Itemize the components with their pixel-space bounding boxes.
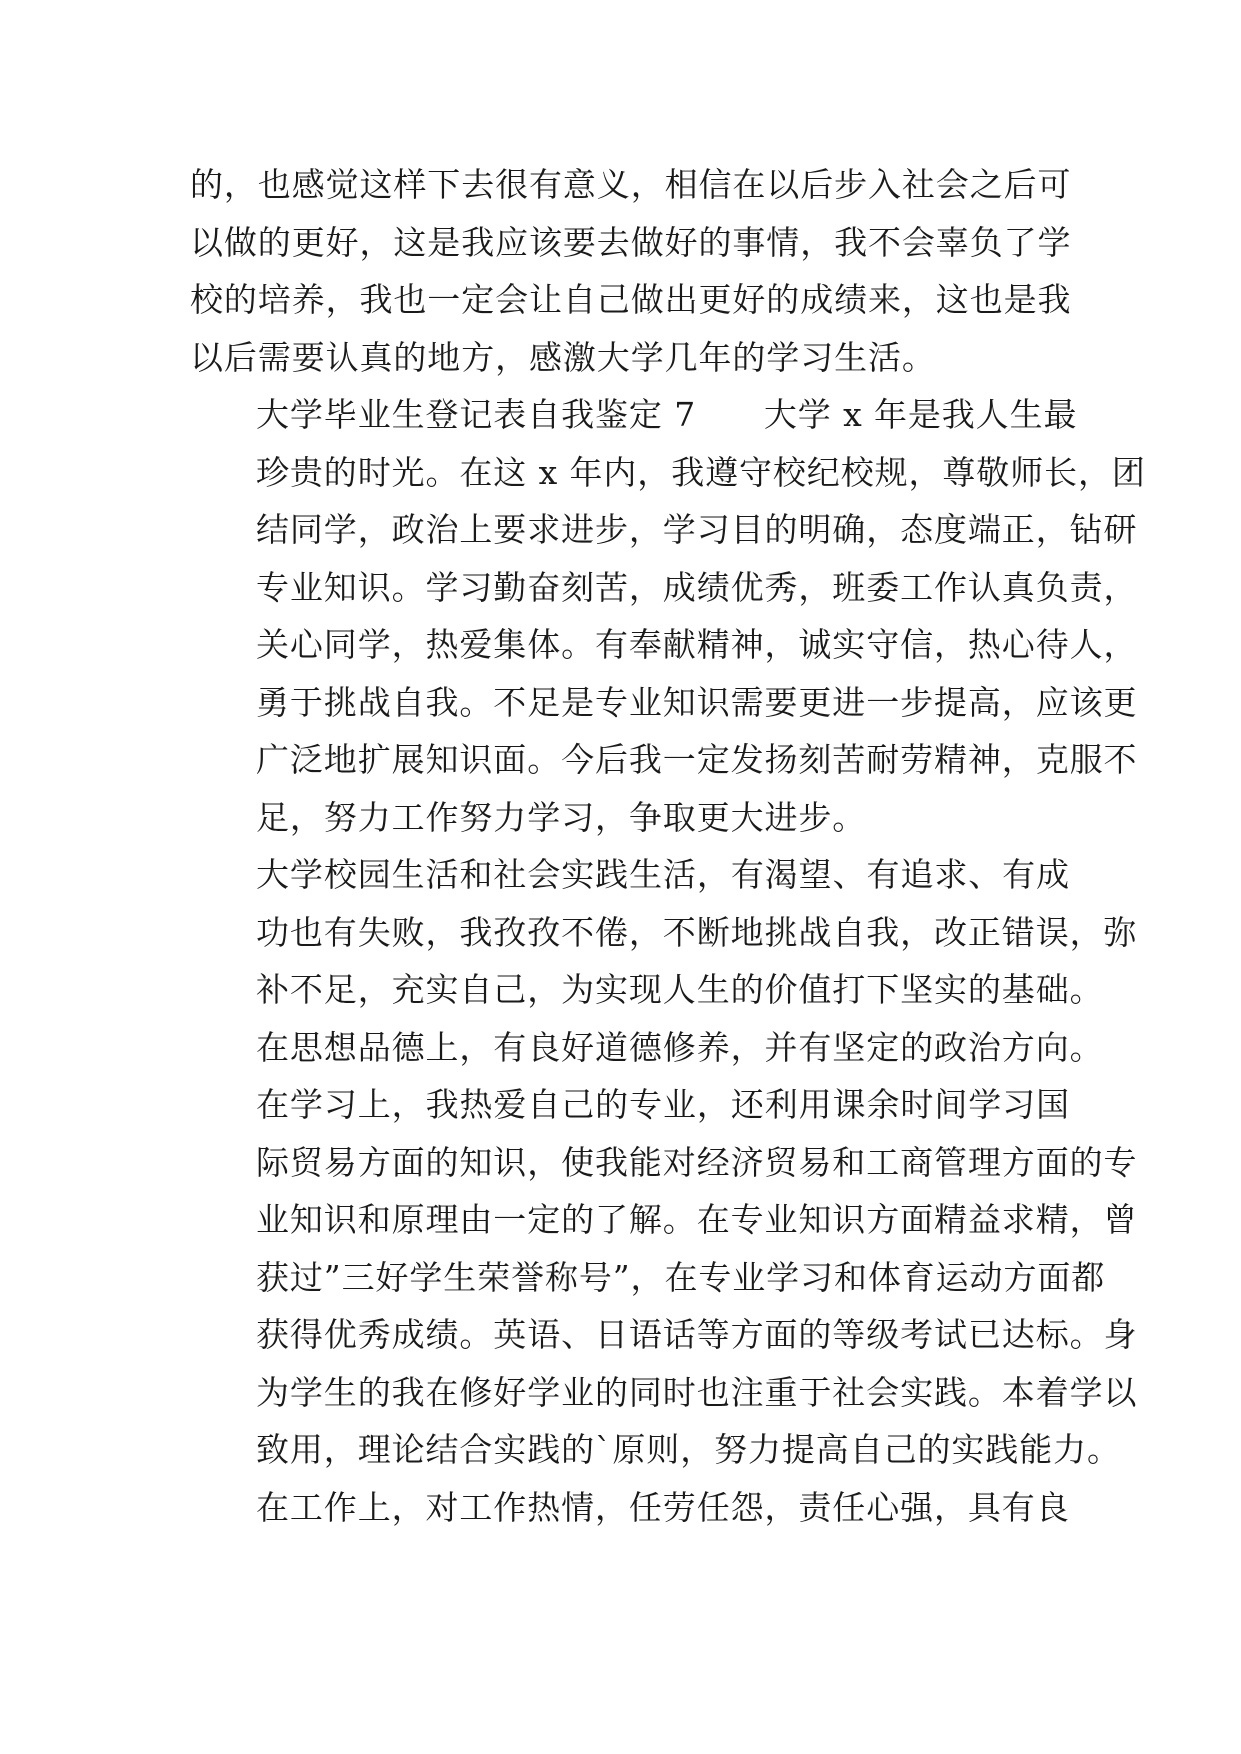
text-line: 珍贵的时光。在这 x 年内，我遵守校纪校规，尊敬师长，团 bbox=[256, 452, 1146, 492]
text-line: 校的培养，我也一定会让自己做出更好的成绩来，这也是我 bbox=[190, 280, 1072, 319]
document-body bbox=[190, 156, 1146, 1536]
text-line: 以后需要认真的地方，感激大学几年的学习生活。 bbox=[190, 337, 936, 377]
text-line: 结同学，政治上要求进步，学习目的明确，态度端正，钻研 bbox=[256, 510, 1138, 549]
paragraph bbox=[190, 1019, 1104, 1077]
text-line: 业知识和原理由一定的了解。在专业知识方面精益求精，曾 bbox=[256, 1200, 1138, 1239]
text-line: 在思想品德上，有良好道德修养，并有坚定的政治方向。 bbox=[256, 1027, 1104, 1067]
paragraph bbox=[190, 1076, 1138, 1479]
text-line: 获过”三好学生荣誉称号”，在专业学习和体育运动方面都 bbox=[256, 1257, 1106, 1297]
paragraph bbox=[190, 386, 1146, 846]
text-line: 以做的更好，这是我应该要去做好的事情，我不会辜负了学 bbox=[190, 222, 1072, 262]
text-line: 际贸易方面的知识，使我能对经济贸易和工商管理方面的专 bbox=[256, 1142, 1138, 1182]
paragraph bbox=[190, 1479, 1070, 1537]
text-line: 的，也感觉这样下去很有意义，相信在以后步入社会之后可 bbox=[190, 165, 1072, 204]
text-line: 广泛地扩展知识面。今后我一定发扬刻苦耐劳精神，克服不 bbox=[256, 740, 1138, 779]
text-line: 功也有失败，我孜孜不倦，不断地挑战自我，改正错误，弥 bbox=[256, 912, 1138, 952]
text-line: 在学习上，我热爱自己的专业，还利用课余时间学习国 bbox=[256, 1085, 1070, 1124]
text-line: 获得优秀成绩。英语、日语话等方面的等级考试已达标。身 bbox=[256, 1315, 1138, 1354]
text-line: 专业知识。学习勤奋刻苦，成绩优秀，班委工作认真负责， bbox=[256, 567, 1138, 607]
paragraph bbox=[190, 156, 1070, 386]
text-line: 勇于挑战自我。不足是专业知识需要更进一步提高，应该更 bbox=[256, 682, 1138, 722]
text-line: 致用，理论结合实践的`原则，努力提高自己的实践能力。 bbox=[256, 1430, 1121, 1469]
text-line: 在工作上，对工作热情，任劳任怨，责任心强，具有良 bbox=[256, 1487, 1070, 1527]
text-line: 大学毕业生登记表自我鉴定 7 大学 x 年是我人生最 bbox=[256, 395, 1078, 434]
paragraph bbox=[190, 846, 1138, 1019]
text-line: 补不足，充实自己，为实现人生的价值打下坚实的基础。 bbox=[256, 970, 1104, 1009]
text-line: 关心同学，热爱集体。有奉献精神，诚实守信，热心待人， bbox=[256, 625, 1138, 664]
text-line: 足，努力工作努力学习，争取更大进步。 bbox=[256, 797, 867, 837]
text-line: 大学校园生活和社会实践生活，有渴望、有追求、有成 bbox=[256, 855, 1070, 894]
text-line: 为学生的我在修好学业的同时也注重于社会实践。本着学以 bbox=[256, 1372, 1138, 1412]
